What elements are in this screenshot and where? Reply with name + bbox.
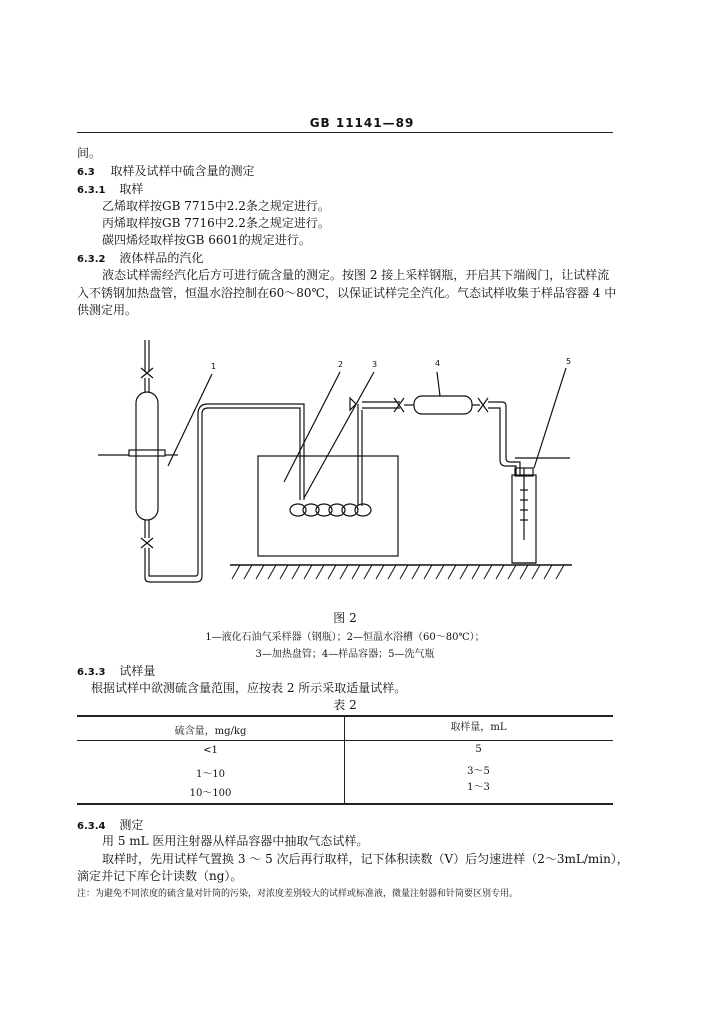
section-6-3-1-heading <box>77 182 143 198</box>
continuation-text: 间。 <box>77 146 102 160</box>
section-number: 6.3.4 <box>77 821 106 832</box>
callout-label-5: 5 <box>566 357 572 366</box>
callout-label-1: 1 <box>211 362 217 371</box>
section-number: 6.3.2 <box>77 254 106 265</box>
sample-quantity-para: 根据试样中欲测硫含量范围，应按表 2 所示采取适量试样。 <box>91 681 407 695</box>
section-6-3-2-heading <box>77 251 203 267</box>
figure-2-apparatus-diagram <box>95 335 635 585</box>
gas-wash-bottle <box>512 458 570 563</box>
table-row-3-volume: 1～3 <box>467 782 490 793</box>
sample-container <box>414 396 472 414</box>
section-title: 试样量 <box>119 664 156 678</box>
table-row-2-volume: 3～5 <box>467 766 490 777</box>
section-6-3-4-heading <box>77 818 143 834</box>
table-row-1-sulfur: <1 <box>203 745 218 756</box>
heating-coil <box>290 398 371 516</box>
sampling-line-c4: 碳四烯烃取样按GB 6601的规定进行。 <box>102 233 311 247</box>
table-row-1-volume: 5 <box>475 744 482 755</box>
section-number: 6.3 <box>77 167 95 178</box>
measurement-line2: 取样时，先用试样气置换 3 ～ 5 次后再行取样，记下体积读数（V）后匀速进样（2～3mL/min）， <box>102 852 629 866</box>
figure-legend-line2: 3—加热盘管；4—样品容器；5—洗气瓶 <box>255 649 435 660</box>
measurement-line3: 滴定并记下库仑计读数（ng）。 <box>77 869 243 883</box>
table-header-rule <box>77 740 613 741</box>
measurement-note: 注：为避免不同浓度的硫含量对针筒的污染，对浓度差别较大的试样或标准液，微量注射器和针筒要区别专用。 <box>77 889 519 899</box>
vaporization-para-line2: 入不锈钢加热盘管，恒温水浴控制在60～80℃，以保证试样完全汽化。气态试样收集于样品容器 4 中 <box>77 286 617 300</box>
callout-label-3: 3 <box>372 360 378 369</box>
table-title: 表 2 <box>333 698 357 712</box>
table-header-sulfur-content: 硫含量，mg/kg <box>174 726 247 737</box>
section-title: 取样 <box>119 182 144 196</box>
vaporization-para-line3: 供测定用。 <box>77 303 138 317</box>
sampling-line-ethylene: 乙烯取样按GB 7715中2.2条之规定进行。 <box>102 199 330 213</box>
vaporization-para-line1: 液态试样需经汽化后方可进行硫含量的测定。按图 2 接上采样钢瓶，开启其下端阀门，让试样流 <box>102 268 610 282</box>
lpg-sampling-cylinder <box>98 340 304 582</box>
ground-hatching <box>232 565 564 579</box>
section-6-3-heading <box>77 164 255 180</box>
water-bath <box>258 456 398 556</box>
callout-label-2: 2 <box>338 360 344 369</box>
section-number: 6.3.1 <box>77 185 106 196</box>
table-row-2-sulfur: 1～10 <box>195 769 226 780</box>
section-title: 液体样品的汽化 <box>119 251 204 265</box>
table-row-3-sulfur: 10～100 <box>189 788 232 799</box>
sampling-line-propylene: 丙烯取样按GB 7716中2.2条之规定进行。 <box>102 216 330 230</box>
standard-number: GB 11141—89 <box>309 116 415 130</box>
header-rule <box>77 132 613 133</box>
section-title: 测定 <box>119 818 144 832</box>
callout-label-4: 4 <box>435 359 441 368</box>
figure-caption: 图 2 <box>333 611 357 625</box>
measurement-line1: 用 5 mL 医用注射器从样品容器中抽取气态试样。 <box>102 834 369 848</box>
table-bottom-rule <box>77 803 613 805</box>
section-number: 6.3.3 <box>77 667 106 678</box>
table-header-sample-volume: 取样量，mL <box>450 722 507 733</box>
figure-legend-line1: 1—液化石油气采样器（钢瓶）；2—恒温水浴槽（60～80℃）； <box>205 632 485 643</box>
section-6-3-3-heading <box>77 664 155 680</box>
section-title: 取样及试样中硫含量的测定 <box>110 164 255 178</box>
table-top-rule <box>77 715 613 717</box>
